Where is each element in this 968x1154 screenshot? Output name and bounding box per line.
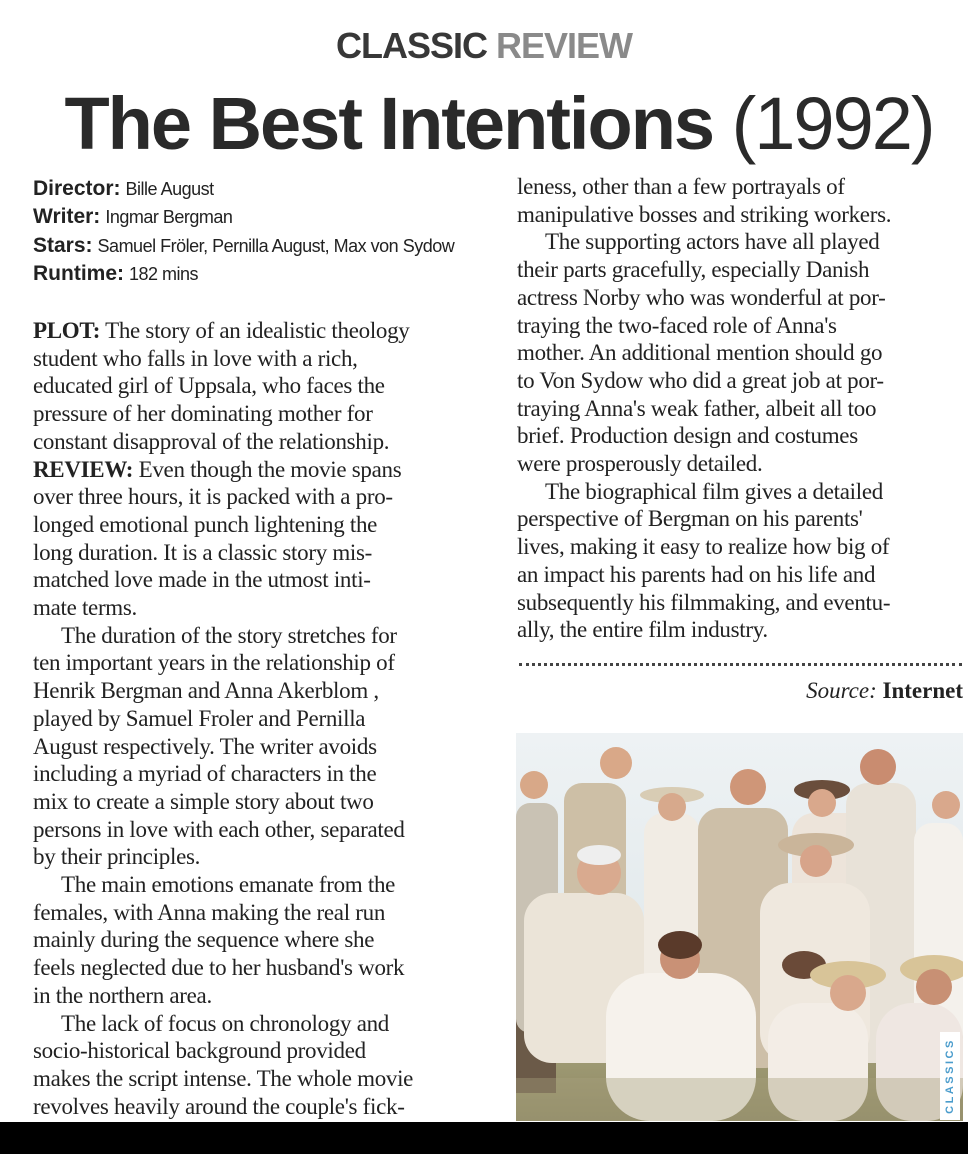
line-text: socio-historical background provided bbox=[33, 1038, 366, 1064]
credit-label: Stars: bbox=[33, 233, 93, 257]
line-text: The biographical film gives a detailed bbox=[545, 478, 883, 504]
article-line bbox=[33, 760, 488, 788]
article-line bbox=[517, 533, 967, 561]
credit-value: Ingmar Bergman bbox=[105, 207, 233, 228]
line-text: pressure of her dominating mother for bbox=[33, 401, 373, 427]
credit-value: 182 mins bbox=[129, 263, 199, 284]
article-line bbox=[517, 228, 967, 256]
article-line bbox=[33, 816, 488, 844]
article-line bbox=[517, 284, 967, 312]
line-text: mother. An additional mention should go bbox=[517, 340, 883, 366]
line-text: manipulative bosses and striking workers. bbox=[517, 201, 892, 227]
article-line bbox=[33, 705, 488, 733]
article-line bbox=[33, 788, 488, 816]
line-text: played by Samuel Froler and Pernilla bbox=[33, 705, 366, 731]
line-text: brief. Production design and costumes bbox=[517, 423, 858, 449]
article-line bbox=[33, 649, 488, 677]
line-text: females, with Anna making the real run bbox=[33, 899, 386, 925]
line-text: perspective of Bergman on his parents' bbox=[517, 506, 863, 532]
article-line bbox=[33, 1037, 488, 1065]
article-line bbox=[33, 871, 488, 899]
line-text: Henrik Bergman and Anna Akerblom , bbox=[33, 678, 379, 704]
article-line bbox=[33, 926, 488, 954]
line-text: The story of an idealistic theology bbox=[100, 318, 410, 343]
article-line bbox=[517, 561, 967, 589]
article-line bbox=[517, 505, 967, 533]
line-text: makes the script intense. The whole movie bbox=[33, 1065, 414, 1091]
line-text: mix to create a simple story about two bbox=[33, 788, 374, 814]
article-line bbox=[517, 589, 967, 617]
line-text: long duration. It is a classic story mis- bbox=[33, 539, 373, 565]
article-line bbox=[517, 478, 967, 506]
article-line bbox=[517, 367, 967, 395]
credit-value: Samuel Fröler, Pernilla August, Max von Sydow bbox=[97, 235, 455, 256]
line-text: to Von Sydow who did a great job at por- bbox=[517, 367, 884, 393]
article-line bbox=[33, 511, 488, 539]
source-credit bbox=[519, 677, 963, 705]
article-line bbox=[33, 566, 488, 594]
line-text: constant disapproval of the relationship. bbox=[33, 428, 390, 454]
credit-label: Writer: bbox=[33, 205, 101, 229]
line-text: student who falls in love with a rich, bbox=[33, 345, 358, 371]
article-line bbox=[517, 173, 967, 201]
article-line bbox=[33, 899, 488, 927]
line-text: matched love made in the utmost inti- bbox=[33, 567, 371, 593]
source-value: Internet bbox=[882, 678, 963, 703]
article-line bbox=[517, 422, 967, 450]
article-column-right bbox=[517, 173, 967, 644]
section-lead: REVIEW: bbox=[33, 456, 134, 482]
line-text: leness, other than a few portrayals of bbox=[517, 174, 845, 199]
line-text: mate terms. bbox=[33, 595, 137, 621]
article-line bbox=[33, 428, 488, 456]
article-line bbox=[33, 539, 488, 567]
kicker-review: REVIEW bbox=[496, 25, 633, 66]
article-line bbox=[33, 733, 488, 761]
line-text: their parts gracefully, especially Danish bbox=[517, 257, 870, 283]
article-line bbox=[517, 339, 967, 367]
article-line bbox=[33, 982, 488, 1010]
line-text: longed emotional punch lightening the bbox=[33, 511, 378, 537]
line-text: August respectively. The writer avoids bbox=[33, 733, 377, 759]
line-text: The duration of the story stretches for bbox=[61, 622, 397, 648]
credit-writer bbox=[33, 203, 488, 231]
article-line bbox=[517, 395, 967, 423]
credits-block bbox=[33, 175, 488, 288]
line-text: including a myriad of characters in the bbox=[33, 761, 377, 787]
line-text: actress Norby who was wonderful at por- bbox=[517, 284, 886, 310]
article-line bbox=[33, 594, 488, 622]
line-text: The main emotions emanate from the bbox=[61, 872, 396, 898]
cast-photo-image bbox=[516, 733, 963, 1121]
source-label: Source: bbox=[806, 678, 877, 703]
article-line bbox=[33, 954, 488, 982]
line-text: traying Anna's weak father, albeit all too bbox=[517, 395, 877, 421]
line-text: Even though the movie spans bbox=[133, 456, 402, 482]
line-text: The lack of focus on chronology and bbox=[61, 1010, 390, 1036]
article-line bbox=[33, 1065, 488, 1093]
article-line bbox=[517, 616, 967, 644]
photo-side-label bbox=[940, 1032, 960, 1120]
article-line bbox=[517, 256, 967, 284]
credit-stars bbox=[33, 232, 488, 260]
article-line bbox=[517, 201, 967, 229]
line-text: over three hours, it is packed with a pro- bbox=[33, 484, 393, 510]
side-label-text: CLASSICS bbox=[944, 1038, 956, 1114]
credit-director bbox=[33, 175, 488, 203]
article-line bbox=[33, 677, 488, 705]
credit-value: Bille August bbox=[125, 179, 214, 199]
article-line bbox=[33, 843, 488, 871]
page-title bbox=[0, 80, 968, 168]
credit-label: Runtime: bbox=[33, 261, 124, 285]
line-text: mainly during the sequence where she bbox=[33, 927, 375, 953]
line-text: in the northern area. bbox=[33, 982, 212, 1008]
article-line bbox=[33, 622, 488, 650]
line-text: revolves heavily around the couple's fick- bbox=[33, 1093, 405, 1119]
article-line bbox=[33, 1010, 488, 1038]
line-text: persons in love with each other, separated bbox=[33, 816, 405, 842]
line-text: ally, the entire film industry. bbox=[517, 617, 768, 643]
line-text: lives, making it easy to realize how big of bbox=[517, 534, 890, 560]
bottom-black-bar bbox=[0, 1122, 968, 1154]
line-text: ten important years in the relationship of bbox=[33, 650, 395, 676]
line-text: educated girl of Uppsala, who faces the bbox=[33, 373, 385, 399]
movie-year: (1992) bbox=[731, 82, 934, 165]
article-line bbox=[33, 456, 488, 484]
article-line bbox=[33, 372, 488, 400]
article-line bbox=[33, 317, 488, 345]
line-text: by their principles. bbox=[33, 844, 201, 870]
section-lead: PLOT: bbox=[33, 318, 101, 343]
article-line bbox=[517, 450, 967, 478]
article-line bbox=[517, 312, 967, 340]
cast-photo bbox=[516, 733, 963, 1121]
line-text: were prosperously detailed. bbox=[517, 451, 763, 477]
line-text: subsequently his filmmaking, and eventu- bbox=[517, 589, 891, 615]
article-line bbox=[33, 483, 488, 511]
line-text: an impact his parents had on his life and bbox=[517, 561, 876, 587]
article-column-left bbox=[33, 317, 488, 1120]
line-text: feels neglected due to her husband's work bbox=[33, 955, 405, 981]
movie-title: The Best Intentions bbox=[64, 82, 714, 165]
dotted-divider bbox=[519, 663, 962, 666]
kicker-classic: CLASSIC bbox=[335, 25, 487, 66]
line-text: traying the two-faced role of Anna's bbox=[517, 312, 837, 338]
line-text: The supporting actors have all played bbox=[545, 229, 880, 255]
article-line bbox=[33, 400, 488, 428]
credit-runtime bbox=[33, 260, 488, 288]
credit-label: Director: bbox=[33, 177, 121, 200]
section-kicker bbox=[0, 24, 968, 68]
article-line bbox=[33, 345, 488, 373]
article-line bbox=[33, 1093, 488, 1121]
